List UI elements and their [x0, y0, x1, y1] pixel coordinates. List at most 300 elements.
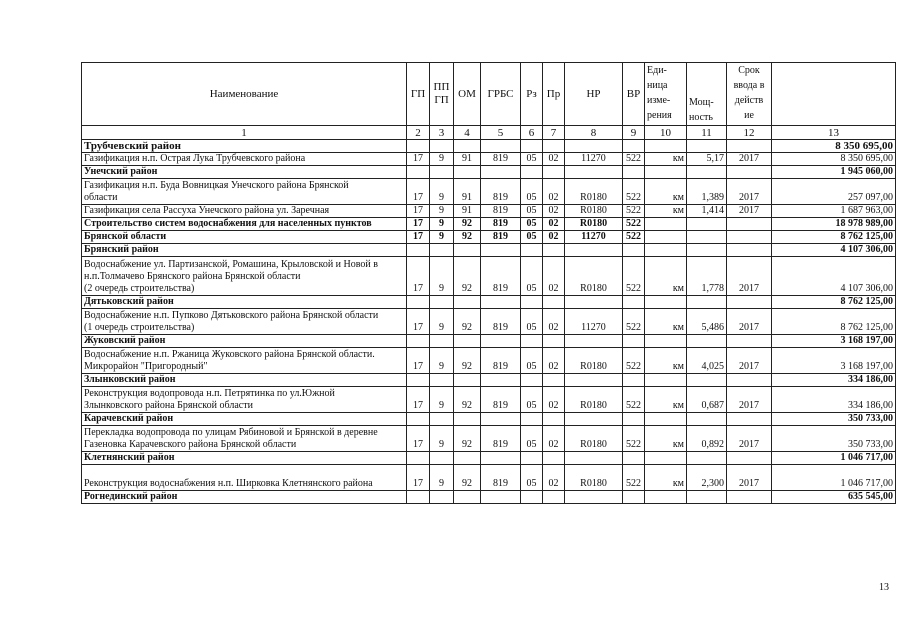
- empty-cell: [481, 491, 521, 504]
- rz-code: 05: [521, 205, 543, 218]
- district-name: Трубчевский район: [82, 140, 407, 153]
- district-total: 350 733,00: [772, 413, 896, 426]
- gp-code: 17: [407, 257, 430, 296]
- empty-cell: [645, 374, 687, 387]
- empty-cell: [481, 413, 521, 426]
- empty-cell: [454, 452, 481, 465]
- empty-cell: [727, 374, 772, 387]
- term-cell: 2017: [727, 426, 772, 452]
- grbs-code: 819: [481, 348, 521, 374]
- empty-cell: [687, 296, 727, 309]
- empty-cell: [430, 296, 454, 309]
- empty-cell: [454, 296, 481, 309]
- column-number: 2: [407, 126, 430, 140]
- om-code: 92: [454, 426, 481, 452]
- district-header-row: [82, 244, 896, 257]
- empty-cell: [687, 244, 727, 257]
- column-number: 6: [521, 126, 543, 140]
- district-total: 4 107 306,00: [772, 244, 896, 257]
- project-name: Реконструкция водоснабжения н.п. Ширковка Клетнянского района: [82, 465, 407, 491]
- empty-cell: [407, 452, 430, 465]
- ppgp-code: 9: [430, 387, 454, 413]
- vr-code: 522: [623, 153, 645, 166]
- project-row: [82, 153, 896, 166]
- empty-cell: [430, 452, 454, 465]
- nr-code: 11270: [565, 153, 623, 166]
- ppgp-code: 9: [430, 426, 454, 452]
- amount-cell: 18 978 989,00: [772, 218, 896, 231]
- project-row: [82, 387, 896, 413]
- vr-code: 522: [623, 426, 645, 452]
- nr-code: R0180: [565, 387, 623, 413]
- empty-cell: [645, 335, 687, 348]
- col-header-grbs: ГРБС: [481, 63, 521, 126]
- om-code: 92: [454, 348, 481, 374]
- empty-cell: [623, 452, 645, 465]
- gp-code: 17: [407, 426, 430, 452]
- rz-code: 05: [521, 426, 543, 452]
- district-total: 3 168 197,00: [772, 335, 896, 348]
- column-number: 7: [543, 126, 565, 140]
- gp-code: 17: [407, 348, 430, 374]
- amount-cell: 1 046 717,00: [772, 465, 896, 491]
- grbs-code: 819: [481, 387, 521, 413]
- rz-code: 05: [521, 179, 543, 205]
- empty-cell: [565, 374, 623, 387]
- empty-cell: [727, 335, 772, 348]
- empty-cell: [430, 166, 454, 179]
- capacity-cell: 4,025: [687, 348, 727, 374]
- district-header-row: [82, 413, 896, 426]
- empty-cell: [481, 374, 521, 387]
- col-header-term: Срок ввода в действ ие: [727, 63, 772, 126]
- column-number: 3: [430, 126, 454, 140]
- empty-cell: [454, 374, 481, 387]
- program-name: Брянской области: [82, 231, 407, 244]
- col-header-pr: Пр: [543, 63, 565, 126]
- rz-code: 05: [521, 231, 543, 244]
- district-header-row: [82, 296, 896, 309]
- amount-cell: 334 186,00: [772, 387, 896, 413]
- column-number: 9: [623, 126, 645, 140]
- pr-code: 02: [543, 309, 565, 335]
- empty-cell: [623, 244, 645, 257]
- amount-cell: 8 762 125,00: [772, 309, 896, 335]
- empty-cell: [521, 335, 543, 348]
- rz-code: 05: [521, 348, 543, 374]
- empty-cell: [454, 166, 481, 179]
- empty-cell: [481, 140, 521, 153]
- project-name: Перекладка водопровода по улицам Рябиновой и Брянской в деревне Газеновка Карачевского района Брянской области: [82, 426, 407, 452]
- gp-code: 17: [407, 387, 430, 413]
- term-cell: 2017: [727, 387, 772, 413]
- capacity-cell: 5,17: [687, 153, 727, 166]
- grbs-code: 819: [481, 426, 521, 452]
- rz-code: 05: [521, 387, 543, 413]
- column-number-row: [82, 126, 896, 140]
- unit-cell: [645, 231, 687, 244]
- capacity-cell: 1,778: [687, 257, 727, 296]
- empty-cell: [645, 244, 687, 257]
- column-number: 10: [645, 126, 687, 140]
- empty-cell: [430, 140, 454, 153]
- capacity-cell: 1,414: [687, 205, 727, 218]
- nr-code: R0180: [565, 426, 623, 452]
- gp-code: 17: [407, 465, 430, 491]
- empty-cell: [543, 166, 565, 179]
- project-row: [82, 348, 896, 374]
- unit-cell: км: [645, 205, 687, 218]
- empty-cell: [481, 335, 521, 348]
- empty-cell: [543, 452, 565, 465]
- unit-cell: км: [645, 426, 687, 452]
- col-header-om: ОМ: [454, 63, 481, 126]
- grbs-code: 819: [481, 205, 521, 218]
- empty-cell: [727, 452, 772, 465]
- amount-cell: 257 097,00: [772, 179, 896, 205]
- gp-code: 17: [407, 153, 430, 166]
- empty-cell: [407, 140, 430, 153]
- empty-cell: [645, 452, 687, 465]
- district-name: Брянский район: [82, 244, 407, 257]
- column-number: 1: [82, 126, 407, 140]
- nr-code: 11270: [565, 231, 623, 244]
- pr-code: 02: [543, 387, 565, 413]
- om-code: 91: [454, 179, 481, 205]
- district-name: Жуковский район: [82, 335, 407, 348]
- empty-cell: [565, 413, 623, 426]
- empty-cell: [481, 296, 521, 309]
- col-header-ppgp: ПП ГП: [430, 63, 454, 126]
- nr-code: R0180: [565, 218, 623, 231]
- nr-code: R0180: [565, 205, 623, 218]
- empty-cell: [454, 140, 481, 153]
- ppgp-code: 9: [430, 231, 454, 244]
- program-name: Строительство систем водоснабжения для населенных пунктов: [82, 218, 407, 231]
- empty-cell: [645, 491, 687, 504]
- project-row: [82, 309, 896, 335]
- gp-code: 17: [407, 309, 430, 335]
- empty-cell: [521, 374, 543, 387]
- nr-code: R0180: [565, 465, 623, 491]
- capacity-cell: 0,687: [687, 387, 727, 413]
- vr-code: 522: [623, 231, 645, 244]
- empty-cell: [407, 166, 430, 179]
- term-cell: 2017: [727, 153, 772, 166]
- ppgp-code: 9: [430, 257, 454, 296]
- project-name: Газификация села Рассуха Унечского района ул. Заречная: [82, 205, 407, 218]
- grbs-code: 819: [481, 231, 521, 244]
- program-row: [82, 218, 896, 231]
- vr-code: 522: [623, 387, 645, 413]
- empty-cell: [687, 335, 727, 348]
- pr-code: 02: [543, 205, 565, 218]
- district-total: 334 186,00: [772, 374, 896, 387]
- district-name: Унечский район: [82, 166, 407, 179]
- empty-cell: [645, 166, 687, 179]
- nr-code: R0180: [565, 179, 623, 205]
- empty-cell: [543, 296, 565, 309]
- pr-code: 02: [543, 231, 565, 244]
- empty-cell: [521, 140, 543, 153]
- empty-cell: [407, 413, 430, 426]
- gp-code: 17: [407, 179, 430, 205]
- empty-cell: [687, 413, 727, 426]
- empty-cell: [687, 452, 727, 465]
- ppgp-code: 9: [430, 153, 454, 166]
- empty-cell: [565, 335, 623, 348]
- term-cell: [727, 231, 772, 244]
- empty-cell: [430, 374, 454, 387]
- column-number: 13: [772, 126, 896, 140]
- capacity-cell: [687, 218, 727, 231]
- empty-cell: [407, 335, 430, 348]
- term-cell: 2017: [727, 309, 772, 335]
- page-number: 13: [879, 582, 889, 593]
- empty-cell: [521, 413, 543, 426]
- grbs-code: 819: [481, 153, 521, 166]
- grbs-code: 819: [481, 257, 521, 296]
- district-header-row: [82, 374, 896, 387]
- project-name: Водоснабжение ул. Партизанской, Ромашина, Крыловской и Новой в н.п.Толмачево Брянского района Брянской области (2 очередь строительства): [82, 257, 407, 296]
- empty-cell: [727, 166, 772, 179]
- om-code: 92: [454, 231, 481, 244]
- empty-cell: [565, 452, 623, 465]
- empty-cell: [407, 244, 430, 257]
- empty-cell: [645, 296, 687, 309]
- district-header-row: [82, 335, 896, 348]
- empty-cell: [623, 374, 645, 387]
- empty-cell: [521, 244, 543, 257]
- district-name: Злынковский район: [82, 374, 407, 387]
- district-name: Клетнянский район: [82, 452, 407, 465]
- empty-cell: [623, 140, 645, 153]
- om-code: 92: [454, 218, 481, 231]
- capacity-cell: [687, 231, 727, 244]
- header-row: [82, 63, 896, 126]
- om-code: 92: [454, 387, 481, 413]
- project-name: Газификация н.п. Острая Лука Трубчевского района: [82, 153, 407, 166]
- om-code: 92: [454, 309, 481, 335]
- empty-cell: [623, 413, 645, 426]
- gp-code: 17: [407, 231, 430, 244]
- district-header-row: [82, 491, 896, 504]
- empty-cell: [623, 296, 645, 309]
- project-row: [82, 179, 896, 205]
- ppgp-code: 9: [430, 218, 454, 231]
- nr-code: R0180: [565, 348, 623, 374]
- gp-code: 17: [407, 205, 430, 218]
- unit-cell: км: [645, 309, 687, 335]
- term-cell: 2017: [727, 205, 772, 218]
- district-header-row: [82, 140, 896, 153]
- grbs-code: 819: [481, 179, 521, 205]
- om-code: 92: [454, 257, 481, 296]
- empty-cell: [727, 140, 772, 153]
- grbs-code: 819: [481, 465, 521, 491]
- unit-cell: км: [645, 465, 687, 491]
- amount-cell: 3 168 197,00: [772, 348, 896, 374]
- empty-cell: [481, 244, 521, 257]
- empty-cell: [454, 335, 481, 348]
- term-cell: 2017: [727, 179, 772, 205]
- district-total: 8 762 125,00: [772, 296, 896, 309]
- program-row: [82, 231, 896, 244]
- vr-code: 522: [623, 348, 645, 374]
- unit-cell: [645, 218, 687, 231]
- term-cell: [727, 218, 772, 231]
- unit-cell: км: [645, 179, 687, 205]
- project-name: Водоснабжение н.п. Ржаница Жуковского района Брянской области. Микрорайон "Пригородный": [82, 348, 407, 374]
- empty-cell: [407, 296, 430, 309]
- om-code: 91: [454, 205, 481, 218]
- empty-cell: [521, 166, 543, 179]
- ppgp-code: 9: [430, 309, 454, 335]
- empty-cell: [727, 413, 772, 426]
- ppgp-code: 9: [430, 465, 454, 491]
- district-total: 8 350 695,00: [772, 140, 896, 153]
- district-total: 635 545,00: [772, 491, 896, 504]
- district-name: Рогнединский район: [82, 491, 407, 504]
- amount-cell: 1 687 963,00: [772, 205, 896, 218]
- empty-cell: [454, 244, 481, 257]
- empty-cell: [565, 491, 623, 504]
- empty-cell: [565, 296, 623, 309]
- empty-cell: [623, 335, 645, 348]
- district-name: Дятьковский район: [82, 296, 407, 309]
- vr-code: 522: [623, 257, 645, 296]
- col-header-name: Наименование: [82, 63, 407, 126]
- district-total: 1 945 060,00: [772, 166, 896, 179]
- empty-cell: [407, 374, 430, 387]
- empty-cell: [623, 166, 645, 179]
- empty-cell: [521, 452, 543, 465]
- district-header-row: [82, 452, 896, 465]
- amount-cell: 4 107 306,00: [772, 257, 896, 296]
- term-cell: 2017: [727, 465, 772, 491]
- budget-table: [81, 62, 896, 504]
- empty-cell: [727, 244, 772, 257]
- empty-cell: [565, 244, 623, 257]
- project-name: Водоснабжение н.п. Пупково Дятьковского района Брянской области (1 очередь строительства): [82, 309, 407, 335]
- empty-cell: [727, 296, 772, 309]
- column-number: 8: [565, 126, 623, 140]
- col-header-nr: НР: [565, 63, 623, 126]
- empty-cell: [543, 374, 565, 387]
- pr-code: 02: [543, 465, 565, 491]
- project-row: [82, 465, 896, 491]
- empty-cell: [543, 335, 565, 348]
- empty-cell: [481, 166, 521, 179]
- rz-code: 05: [521, 218, 543, 231]
- col-header-total: [772, 63, 896, 126]
- rz-code: 05: [521, 465, 543, 491]
- vr-code: 522: [623, 218, 645, 231]
- om-code: 92: [454, 465, 481, 491]
- column-number: 12: [727, 126, 772, 140]
- col-header-rz: Рз: [521, 63, 543, 126]
- vr-code: 522: [623, 179, 645, 205]
- amount-cell: 8 762 125,00: [772, 231, 896, 244]
- empty-cell: [645, 140, 687, 153]
- vr-code: 522: [623, 205, 645, 218]
- column-number: 5: [481, 126, 521, 140]
- empty-cell: [543, 140, 565, 153]
- term-cell: 2017: [727, 257, 772, 296]
- ppgp-code: 9: [430, 348, 454, 374]
- col-header-gp: ГП: [407, 63, 430, 126]
- empty-cell: [543, 244, 565, 257]
- empty-cell: [454, 413, 481, 426]
- gp-code: 17: [407, 218, 430, 231]
- rz-code: 05: [521, 153, 543, 166]
- empty-cell: [430, 491, 454, 504]
- amount-cell: 8 350 695,00: [772, 153, 896, 166]
- empty-cell: [687, 374, 727, 387]
- empty-cell: [407, 491, 430, 504]
- empty-cell: [430, 335, 454, 348]
- unit-cell: км: [645, 348, 687, 374]
- empty-cell: [430, 244, 454, 257]
- project-name: Реконструкция водопровода н.п. Петрятинка по ул.Южной Злынковского района Брянской области: [82, 387, 407, 413]
- nr-code: R0180: [565, 257, 623, 296]
- capacity-cell: 0,892: [687, 426, 727, 452]
- empty-cell: [521, 491, 543, 504]
- nr-code: 11270: [565, 309, 623, 335]
- col-header-capacity: Мощ- ность: [687, 63, 727, 126]
- empty-cell: [565, 140, 623, 153]
- capacity-cell: 2,300: [687, 465, 727, 491]
- ppgp-code: 9: [430, 179, 454, 205]
- om-code: 91: [454, 153, 481, 166]
- empty-cell: [543, 413, 565, 426]
- unit-cell: км: [645, 153, 687, 166]
- empty-cell: [543, 491, 565, 504]
- project-row: [82, 257, 896, 296]
- column-number: 11: [687, 126, 727, 140]
- district-header-row: [82, 166, 896, 179]
- district-name: Карачевский район: [82, 413, 407, 426]
- grbs-code: 819: [481, 218, 521, 231]
- project-row: [82, 205, 896, 218]
- term-cell: 2017: [727, 348, 772, 374]
- column-number: 4: [454, 126, 481, 140]
- pr-code: 02: [543, 426, 565, 452]
- capacity-cell: 1,389: [687, 179, 727, 205]
- pr-code: 02: [543, 179, 565, 205]
- amount-cell: 350 733,00: [772, 426, 896, 452]
- col-header-unit: Еди- ница изме- рения: [645, 63, 687, 126]
- vr-code: 522: [623, 309, 645, 335]
- empty-cell: [623, 491, 645, 504]
- unit-cell: км: [645, 387, 687, 413]
- vr-code: 522: [623, 465, 645, 491]
- empty-cell: [687, 166, 727, 179]
- unit-cell: км: [645, 257, 687, 296]
- empty-cell: [687, 140, 727, 153]
- project-row: [82, 426, 896, 452]
- district-total: 1 046 717,00: [772, 452, 896, 465]
- empty-cell: [481, 452, 521, 465]
- empty-cell: [565, 166, 623, 179]
- empty-cell: [645, 413, 687, 426]
- rz-code: 05: [521, 309, 543, 335]
- ppgp-code: 9: [430, 205, 454, 218]
- pr-code: 02: [543, 218, 565, 231]
- pr-code: 02: [543, 348, 565, 374]
- rz-code: 05: [521, 257, 543, 296]
- capacity-cell: 5,486: [687, 309, 727, 335]
